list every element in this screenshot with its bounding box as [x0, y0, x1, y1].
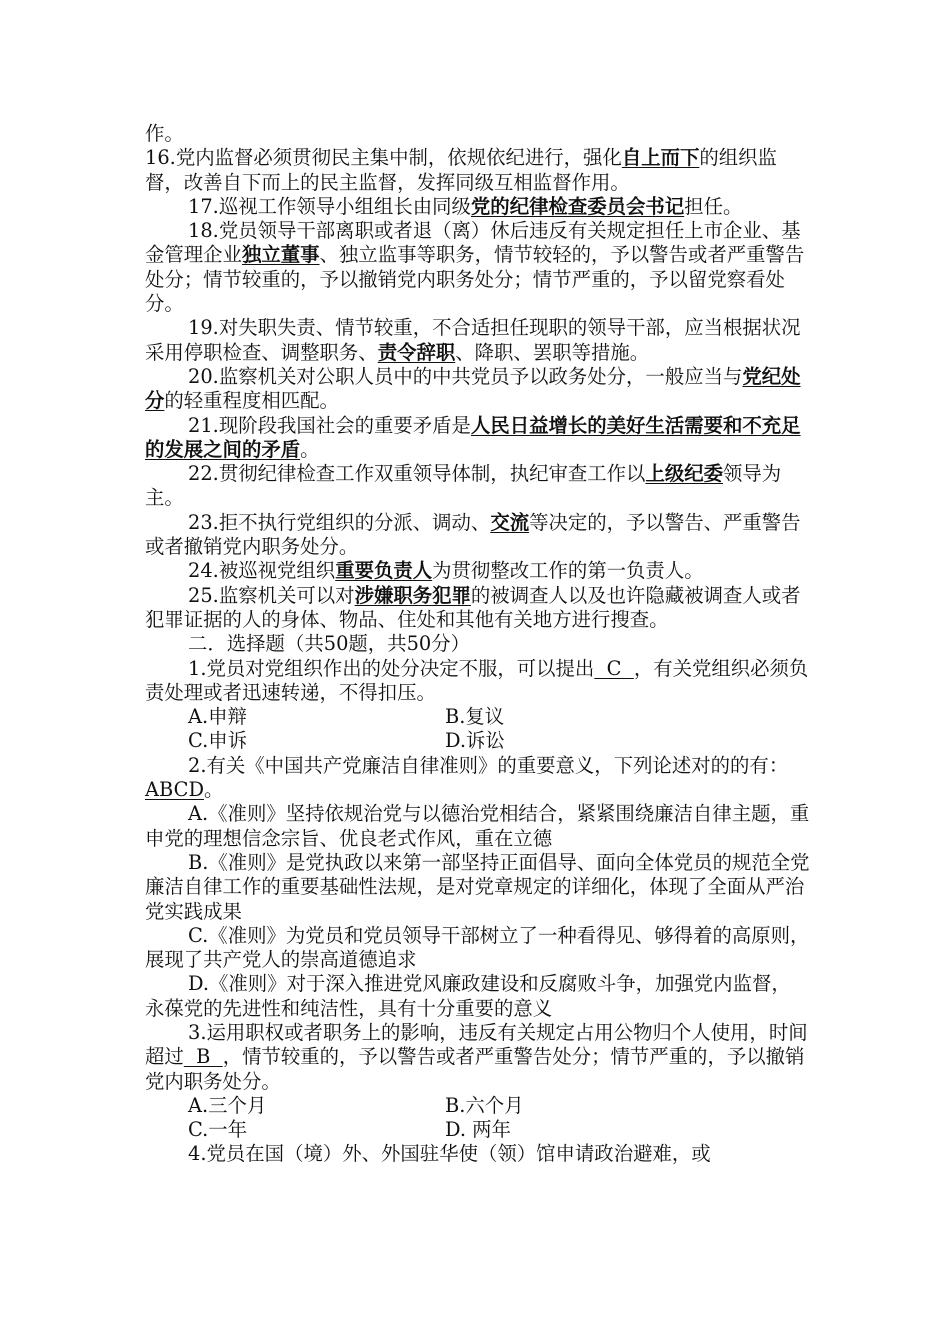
item-text: 对失职失责、情节较重，不合适担任现职的领导干部，应当根据状况采用停职检查、调整职务、 [145, 316, 801, 364]
fill-item [145, 462, 810, 511]
item-answer: 人民日益增长的美好生活需要和不充足的发展之间的矛盾 [145, 413, 801, 461]
question-text: 。 [204, 778, 224, 802]
item-text: 现阶段我国社会的重要矛盾是 [218, 413, 471, 437]
options-row [145, 705, 810, 729]
item-text: 。 [300, 437, 320, 461]
question-4: 4.党员在国（境）外、外国驻华使（领）馆申请政治避难，或 [188, 1142, 711, 1166]
options-row [145, 1094, 810, 1118]
answer-blank: ABCD [145, 778, 204, 802]
item-text: 拒不执行党组织的分派、调动、 [218, 510, 491, 534]
question-1 [145, 657, 810, 706]
option-c: C.申诉 [188, 729, 248, 753]
item-text: 、独立监事等职务，情节较轻的，予以警告或者严重警告处分；情节较重的，予以撤销党内职务处分；情节严重的，予以留党察看处分。 [145, 243, 805, 316]
question-text: 1.党员对党组织作出的处分决定不服，可以提出 [188, 656, 595, 680]
answer-blank: B [183, 1045, 223, 1069]
options-row [145, 1118, 810, 1142]
answer-blank: C [594, 656, 634, 680]
option-c: C.《准则》为党员和党员领导干部树立了一种看得见、够得着的高原则，展现了共产党人的崇高道德追求 [145, 923, 810, 972]
item-text: 的组织监督，改善自下而上的民主监督，发挥同级互相监督作用。 [145, 146, 777, 194]
option-b: B.六个月 [445, 1093, 524, 1117]
item-text: 巡视工作领导小组组长由同级 [218, 194, 471, 218]
option-b: B.复议 [445, 705, 505, 729]
option-b: B.《准则》是党执政以来第一部坚持正面倡导、面向全体党员的规范全党廉洁自律工作的重要基础性法规，是对党章规定的详细化，体现了全面从严治党实践成果 [145, 850, 810, 923]
item-text: 为贯彻整改工作的第一负责人。 [432, 559, 704, 583]
fill-item [145, 414, 810, 463]
item-number: 21. [188, 413, 219, 437]
option-d: D. 两年 [445, 1118, 511, 1142]
item-answer: 上级纪委 [645, 462, 723, 486]
item-number: 16. [145, 146, 176, 170]
item-number: 19. [188, 316, 219, 340]
question-3 [145, 1021, 810, 1094]
fill-item [145, 584, 810, 633]
question-text: 3.运用职权或者职务上的影响，违反有关规定占用公物归个人使用，时间超过 [145, 1020, 808, 1069]
fill-item [145, 122, 810, 146]
item-text: 党内监督必须贯彻民主集中制，依规依纪进行，强化 [175, 146, 622, 170]
item-answer: 党纪处分 [145, 364, 801, 413]
item-answer: 责令辞职 [377, 340, 456, 364]
fill-item [145, 195, 810, 219]
item-number: 17. [188, 194, 219, 218]
option-a: A.《准则》坚持依规治党与以德治党相结合，紧紧围绕廉洁自律主题，重申党的理想信念宗旨、优良老式作风，重在立德 [145, 802, 810, 850]
fill-item [145, 146, 810, 195]
section-title: 二．选择题（共50题，共50分） [188, 632, 471, 656]
option-c: C.一年 [188, 1118, 248, 1142]
item-text: 的轻重程度相匹配。 [164, 389, 339, 413]
item-number: 25. [188, 583, 219, 607]
fill-item [145, 559, 810, 583]
item-text: 的被调查人以及也许隐藏被调查人或者犯罪证据的人的身体、物品、住处和其他有关地方进行搜查。 [145, 583, 801, 631]
item-answer: 独立董事 [241, 243, 320, 267]
item-answer: 党的纪律检查委员会书记 [470, 194, 685, 218]
item-text: 担任。 [684, 194, 743, 218]
item-text: 监察机关可以对 [218, 583, 355, 607]
fill-item [145, 365, 810, 414]
item-text: 监察机关对公职人员中的中共党员予以政务处分，一般应当与 [218, 364, 743, 388]
item-number: 22. [188, 462, 219, 486]
item-text: 等决定的，予以警告、严重警告或者撤销党内职务处分。 [145, 510, 801, 559]
options-row [145, 729, 810, 753]
item-answer: 自上而下 [621, 146, 700, 170]
item-text: 被巡视党组织 [218, 559, 336, 583]
item-text: 、降职、罢职等措施。 [455, 340, 650, 364]
item-text: 作。 [145, 122, 184, 145]
item-answer: 交流 [490, 510, 530, 534]
item-number: 23. [188, 510, 219, 534]
item-number: 24. [188, 559, 219, 583]
fill-item [145, 316, 810, 365]
document-page [145, 122, 810, 1167]
item-number: 18. [188, 219, 219, 243]
item-text: 党员领导干部离职或者退（离）休后违反有关规定担任上市企业、基金管理企业 [145, 219, 801, 267]
option-a: A.申辩 [188, 705, 247, 729]
option-a: A.三个月 [188, 1093, 267, 1117]
item-text: 贯彻纪律检查工作双重领导体制，执纪审查工作以 [218, 462, 646, 486]
question-text: ，有关党组织必须负责处理或者迅速转递，不得扣压。 [145, 656, 809, 704]
fill-item [145, 511, 810, 560]
option-d: D.诉讼 [445, 729, 505, 753]
item-text: 领导为主。 [145, 462, 782, 510]
item-answer: 涉嫌职务犯罪 [354, 583, 471, 607]
option-d: D.《准则》对于深入推进党风廉政建设和反腐败斗争，加强党内监督，永葆党的先进性和纯洁性，具有十分重要的意义 [145, 972, 791, 1020]
item-answer: 重要负责人 [335, 559, 433, 583]
fill-in-list [145, 122, 810, 632]
question-2 [145, 754, 810, 803]
item-number: 20. [188, 364, 219, 388]
question-text: ，情节较重的，予以警告或者严重警告处分；情节严重的，予以撤销党内职务处分。 [145, 1045, 805, 1093]
fill-item [145, 219, 810, 316]
question-text: 2.有关《中国共产党廉洁自律准则》的重要意义，下列论述对的的有： [188, 753, 789, 777]
